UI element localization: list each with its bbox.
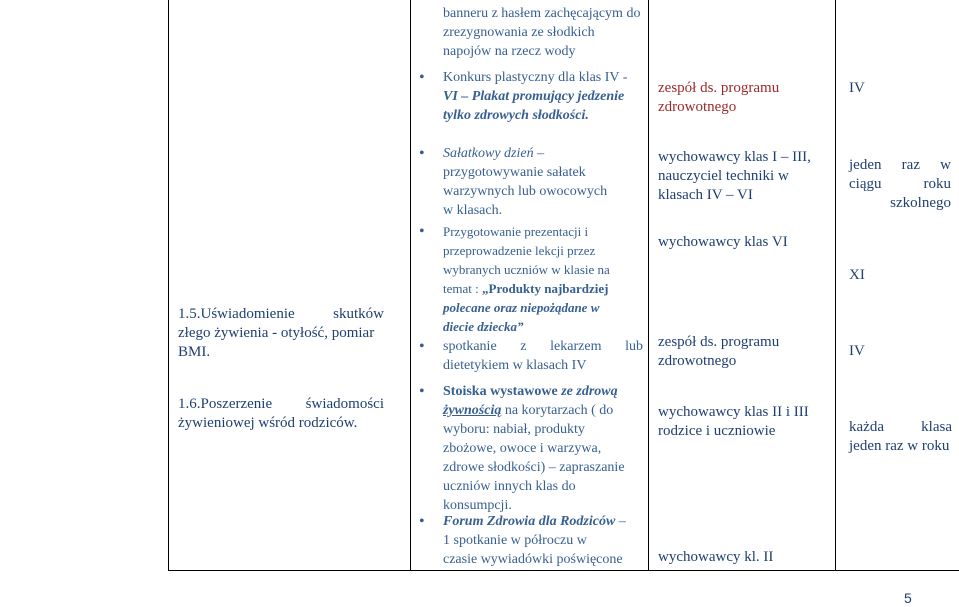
table-border-bottom [168, 570, 959, 571]
parents-forum-item: • Forum Zdrowia dla Rodziców – 1 spotkanie w półroczu w czasie wywiadówki poświęcone [419, 513, 626, 567]
page-number: 5 [904, 590, 912, 606]
doctor-meeting-item: • spotkanie z lekarzem lub dietetykiem w klasach IV [419, 338, 643, 373]
salad-term: jeden raz w ciągu roku szkolnego [849, 157, 951, 211]
presentation-term: XI [849, 267, 865, 283]
table-border-col3 [648, 0, 649, 570]
parents-forum-responsible: wychowawcy kl. II [658, 549, 774, 565]
bullet-icon: • [419, 145, 425, 162]
salad-responsible: wychowawcy klas I – III, nauczyciel techniki w klasach IV – VI [658, 149, 811, 203]
contest-term: IV [849, 80, 865, 96]
bullet-icon: • [419, 223, 425, 240]
bullet-icon: • [419, 513, 425, 530]
parents-forum-title: Forum Zdrowia dla Rodziców [443, 514, 616, 529]
contest-responsible: zespół ds. programu zdrowotnego [658, 80, 780, 115]
bullet-icon: • [419, 383, 425, 400]
table-border-left [168, 0, 169, 570]
bullet-icon: • [419, 338, 425, 355]
banner-activity-text: banneru z hasłem zachęcającym do zrezygnowania ze słodkich napojów na rzecz wody [443, 6, 641, 59]
salad-day-title: Sałatkowy dzień [443, 146, 534, 161]
doctor-meeting-term: IV [849, 343, 865, 359]
bullet-icon: • [419, 69, 425, 86]
exhibition-stands-term: każda klasa jeden raz w roku [849, 419, 952, 454]
table-border-col4 [835, 0, 836, 570]
presentation-item: • Przygotowanie prezentacji i przeprowadzenie lekcji przez wybranych uczniów w klasie na temat : „Produkty najbardziej polecane oraz niepożądane w diecie dziecka” [419, 223, 610, 334]
presentation-responsible: wychowawcy klas VI [658, 234, 788, 250]
topic-1-5: 1.5.Uświadomienie skutków złego żywienia - otyłość, pomiar BMI. [178, 306, 384, 360]
doctor-meeting-responsible: zespół ds. programu zdrowotnego [658, 334, 780, 369]
exhibition-stands-responsible: wychowawcy klas II i III rodzice i uczniowie [658, 404, 809, 439]
contest-item: • Konkurs plastyczny dla klas IV - VI – Plakat promujący jedzenie tylko zdrowych słodkości. [419, 69, 628, 123]
topic-1-6: 1.6.Poszerzenie świadomości żywieniowej wśród rodziców. [178, 396, 384, 431]
salad-day-item: • Sałatkowy dzień – przygotowywanie sałatek warzywnych lub owocowych w klasach. [419, 145, 608, 218]
exhibition-stands-item: • Stoiska wystawowe ze zdrową żywnością na korytarzach ( do wyboru: nabiał, produkty zbożowe, owoce i warzywa, zdrowe słodkości) – zapraszanie uczniów innych klas do konsumpcji. [419, 383, 625, 513]
table-border-col2 [410, 0, 411, 570]
